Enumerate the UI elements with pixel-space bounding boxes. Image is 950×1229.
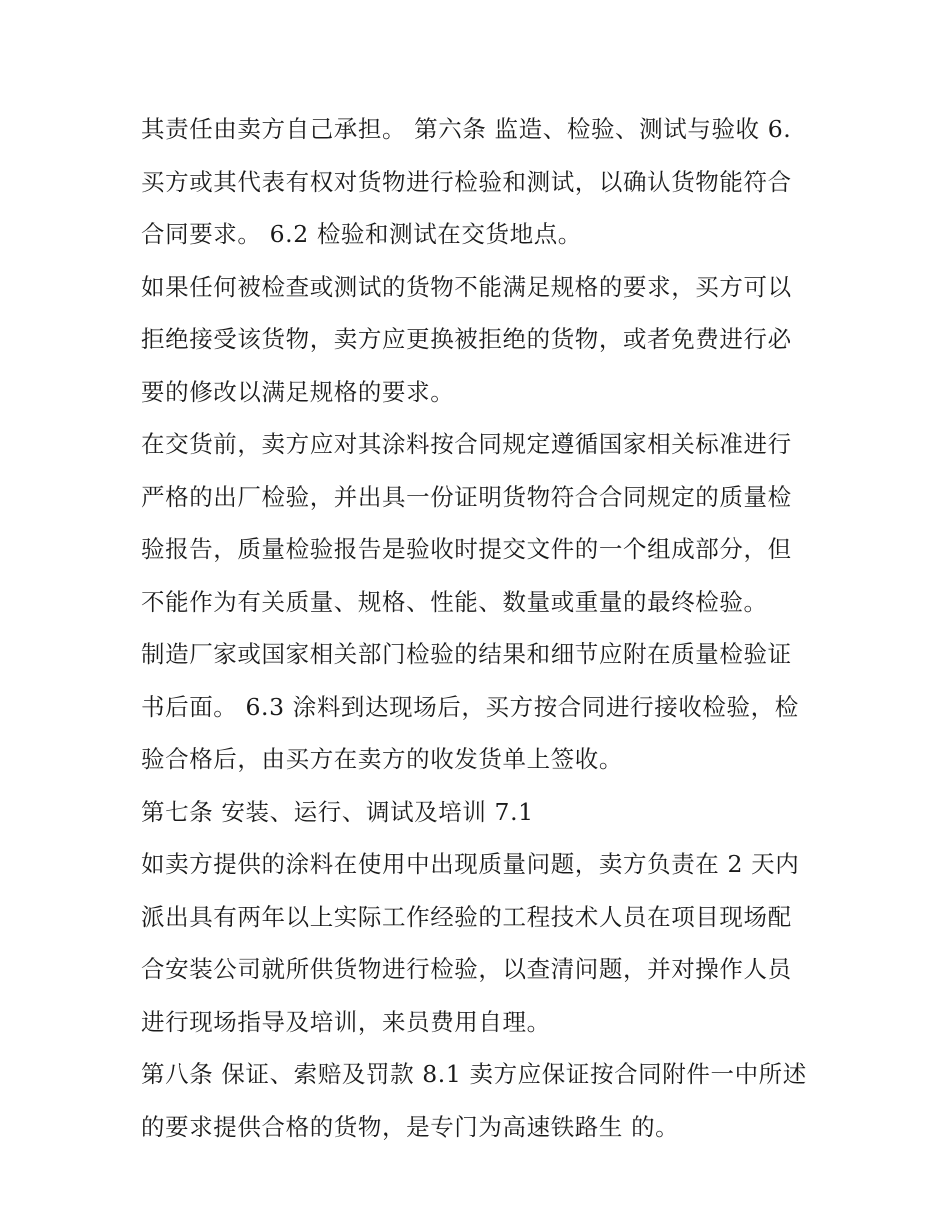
text-line: 严格的出厂检验，并出具一份证明货物符合合同规定的质量检	[141, 482, 792, 511]
text-line: 的要求提供合格的货物，是专门为高速铁路生 的。	[141, 1112, 680, 1141]
text-line: 合安装公司就所供货物进行检验，以查清问题，并对操作人员	[141, 955, 792, 983]
text-line: 如果任何被检查或测试的货物不能满足规格的要求，买方可以	[141, 272, 792, 301]
text-line: 要的修改以满足规格的要求。	[141, 377, 455, 406]
text-line: 买方或其代表有权对货物进行检验和测试，以确认货物能符合	[141, 167, 792, 196]
text-line: 派出具有两年以上实际工作经验的工程技术人员在项目现场配	[141, 902, 792, 931]
text-line: 书后面。 6.3 涂料到达现场后，买方按合同进行接收检验，检	[141, 692, 799, 721]
text-line: 不能作为有关质量、规格、性能、数量或重量的最终检验。	[141, 587, 768, 616]
text-line: 其责任由卖方自己承担。 第六条 监造、检验、测试与验收 6.	[141, 115, 792, 143]
text-line: 制造厂家或国家相关部门检验的结果和细节应附在质量检验证	[141, 640, 792, 668]
text-line: 第八条 保证、索赔及罚款 8.1 卖方应保证按合同附件一中所述	[141, 1060, 807, 1088]
text-line: 拒绝接受该货物，卖方应更换被拒绝的货物，或者免费进行必	[141, 325, 792, 353]
document-body	[141, 107, 831, 1157]
text-line: 验报告，质量检验报告是验收时提交文件的一个组成部分，但	[141, 535, 792, 563]
text-line: 合同要求。 6.2 检验和测试在交货地点。	[141, 220, 582, 248]
text-line: 验合格后，由买方在卖方的收发货单上签收。	[141, 745, 623, 773]
text-line: 如卖方提供的涂料在使用中出现质量问题，卖方负责在 2 天内	[141, 850, 800, 878]
text-line: 第七条 安装、运行、调试及培训 7.1	[141, 797, 534, 826]
text-line: 在交货前，卖方应对其涂料按合同规定遵循国家相关标准进行	[141, 430, 792, 458]
text-line: 进行现场指导及培训，来员费用自理。	[141, 1007, 551, 1036]
